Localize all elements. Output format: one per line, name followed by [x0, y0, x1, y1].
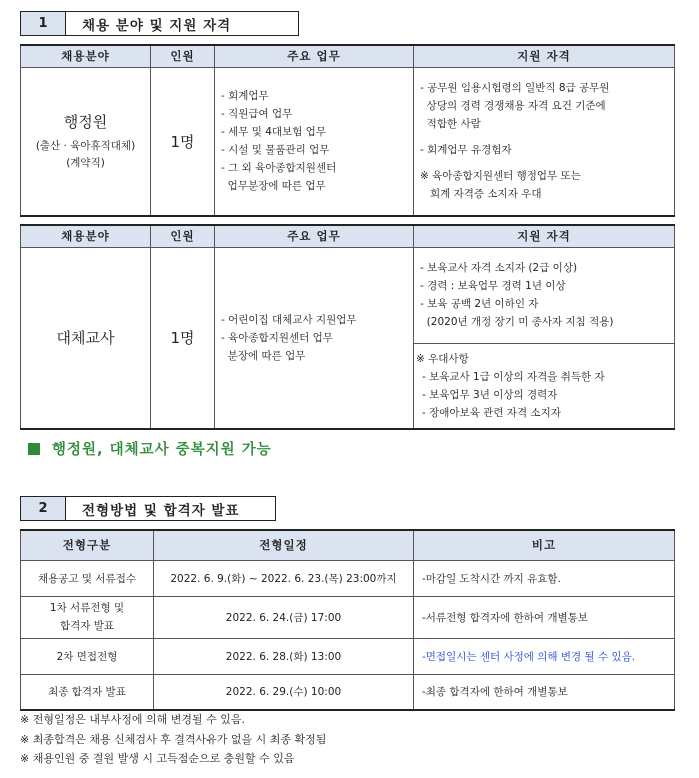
duty-item: - 어린이집 대체교사 지원업무: [221, 313, 357, 326]
field-name: 행정원: [63, 112, 108, 131]
duty-item: - 육아종합지원센터 업무: [221, 331, 333, 344]
col-header-note: 비고: [414, 530, 675, 560]
col-header-field: 채용분야: [21, 225, 151, 247]
quals-cell: [414, 67, 675, 216]
field-sub: (출산 · 육아휴직대체): [35, 139, 136, 152]
stage-cell: 2차 면접전형: [21, 638, 154, 674]
stage-cell: 최종 합격자 발표: [21, 674, 154, 710]
col-header-field: 채용분야: [21, 45, 151, 67]
stage-line: 1차 서류전형 및: [49, 602, 125, 614]
stage-line: 합격자 발표: [59, 620, 115, 632]
col-header-duties: 주요 업무: [215, 225, 414, 247]
section-title: 채용 분야 및 지원 자격: [66, 11, 299, 36]
qual-item: [420, 133, 674, 141]
section-number: 2: [20, 496, 66, 521]
pref-item: ※ 우대사항: [416, 352, 469, 365]
duty-item: - 그 외 육아종합지원센터: [221, 162, 337, 175]
qual-item: - 공무원 임용시험령의 일반직 8급 공무원: [420, 82, 610, 95]
qual-item: - 회계업무 유경험자: [420, 144, 512, 157]
count-cell: 1명: [151, 67, 215, 216]
col-header-duties: 주요 업무: [215, 45, 414, 67]
qual-item: - 경력 : 보육업무 경력 1년 이상: [420, 280, 566, 292]
prefs-cell: [414, 343, 675, 429]
section-number: 1: [20, 11, 66, 36]
quals-cell: [414, 247, 675, 343]
field-cell: [21, 67, 151, 216]
footnotes: [20, 710, 326, 769]
col-header-stage: 전형구분: [21, 530, 154, 560]
section-2-header: [20, 496, 276, 521]
table-row: [21, 596, 675, 638]
duty-item: - 시설 및 물품관리 업무: [221, 144, 330, 157]
recruit-table-admin: [20, 44, 675, 217]
pref-item: - 보육교사 1급 이상의 자격을 취득한 자: [422, 370, 605, 383]
count-cell: 1명: [151, 247, 215, 429]
field-name: 대체교사: [21, 247, 151, 429]
pref-item: - 장애아보육 관련 자격 소지자: [422, 406, 561, 419]
duty-item: - 세무 및 4대보험 업무: [221, 126, 326, 139]
qual-item: - 보육교사 자격 소지자 (2급 이상): [420, 262, 578, 274]
footnote-item: ※ 채용인원 중 결원 발생 시 고득점순으로 충원할 수 있음: [20, 752, 295, 765]
col-header-quals: 지원 자격: [414, 45, 675, 67]
qual-item: 상당의 경력 경쟁채용 자격 요건 기준에: [420, 100, 606, 113]
stage-cell: [21, 596, 154, 638]
pref-item: - 보육업무 3년 이상의 경력자: [422, 388, 558, 401]
section-1-header: [20, 11, 299, 36]
schedule-cell: 2022. 6. 9.(화) ~ 2022. 6. 23.(목) 23:00까지: [154, 560, 414, 596]
duplicate-apply-note: [28, 438, 272, 459]
qual-item: [420, 159, 674, 167]
qual-item: (2020년 개정 장기 미 종사자 지침 적용): [420, 316, 614, 328]
duty-item: 업무분장에 따른 업무: [221, 180, 326, 193]
schedule-cell: 2022. 6. 24.(금) 17:00: [154, 596, 414, 638]
note-cell: -서류전형 합격자에 한하여 개별통보: [414, 596, 675, 638]
col-header-count: 인원: [151, 45, 215, 67]
note-cell: -마감일 도착시간 까지 유효함.: [414, 560, 675, 596]
qual-item: - 보육 공백 2년 이하인 자: [420, 298, 539, 310]
recruit-table-teacher: [20, 224, 675, 430]
green-square-icon: [28, 443, 40, 455]
note-cell: -면접일시는 센터 사정에 의해 변경 될 수 있음.: [414, 638, 675, 674]
footnote-item: ※ 전형일정은 내부사정에 의해 변경될 수 있음.: [20, 713, 245, 726]
duty-item: - 회계업무: [221, 90, 269, 103]
table-row: [21, 674, 675, 710]
col-header-quals: 지원 자격: [414, 225, 675, 247]
duty-item: - 직원급여 업무: [221, 108, 293, 121]
note-cell: -최종 합격자에 한하여 개별통보: [414, 674, 675, 710]
table-row: [21, 638, 675, 674]
field-sub: (계약직): [66, 156, 105, 169]
stage-cell: 채용공고 및 서류접수: [21, 560, 154, 596]
duty-item: 분장에 따른 업무: [221, 349, 306, 362]
schedule-cell: 2022. 6. 28.(화) 13:00: [154, 638, 414, 674]
qual-item: 회계 자격증 소지자 우대: [420, 188, 542, 201]
duties-cell: [215, 67, 414, 216]
schedule-cell: 2022. 6. 29.(수) 10:00: [154, 674, 414, 710]
qual-item: 적합한 사람: [420, 118, 481, 131]
footnote-item: ※ 최종합격은 채용 신체검사 후 결격사유가 없을 시 최종 확정됨: [20, 732, 327, 746]
col-header-count: 인원: [151, 225, 215, 247]
duties-cell: [215, 247, 414, 429]
schedule-table: [20, 529, 675, 711]
table-row: [21, 560, 675, 596]
qual-item: ※ 육아종합지원센터 행정업무 또는: [420, 170, 581, 183]
col-header-schedule: 전형일정: [154, 530, 414, 560]
section-title: 전형방법 및 합격자 발표: [66, 496, 276, 521]
duplicate-apply-text: 행정원, 대체교사 중복지원 가능: [52, 442, 272, 458]
